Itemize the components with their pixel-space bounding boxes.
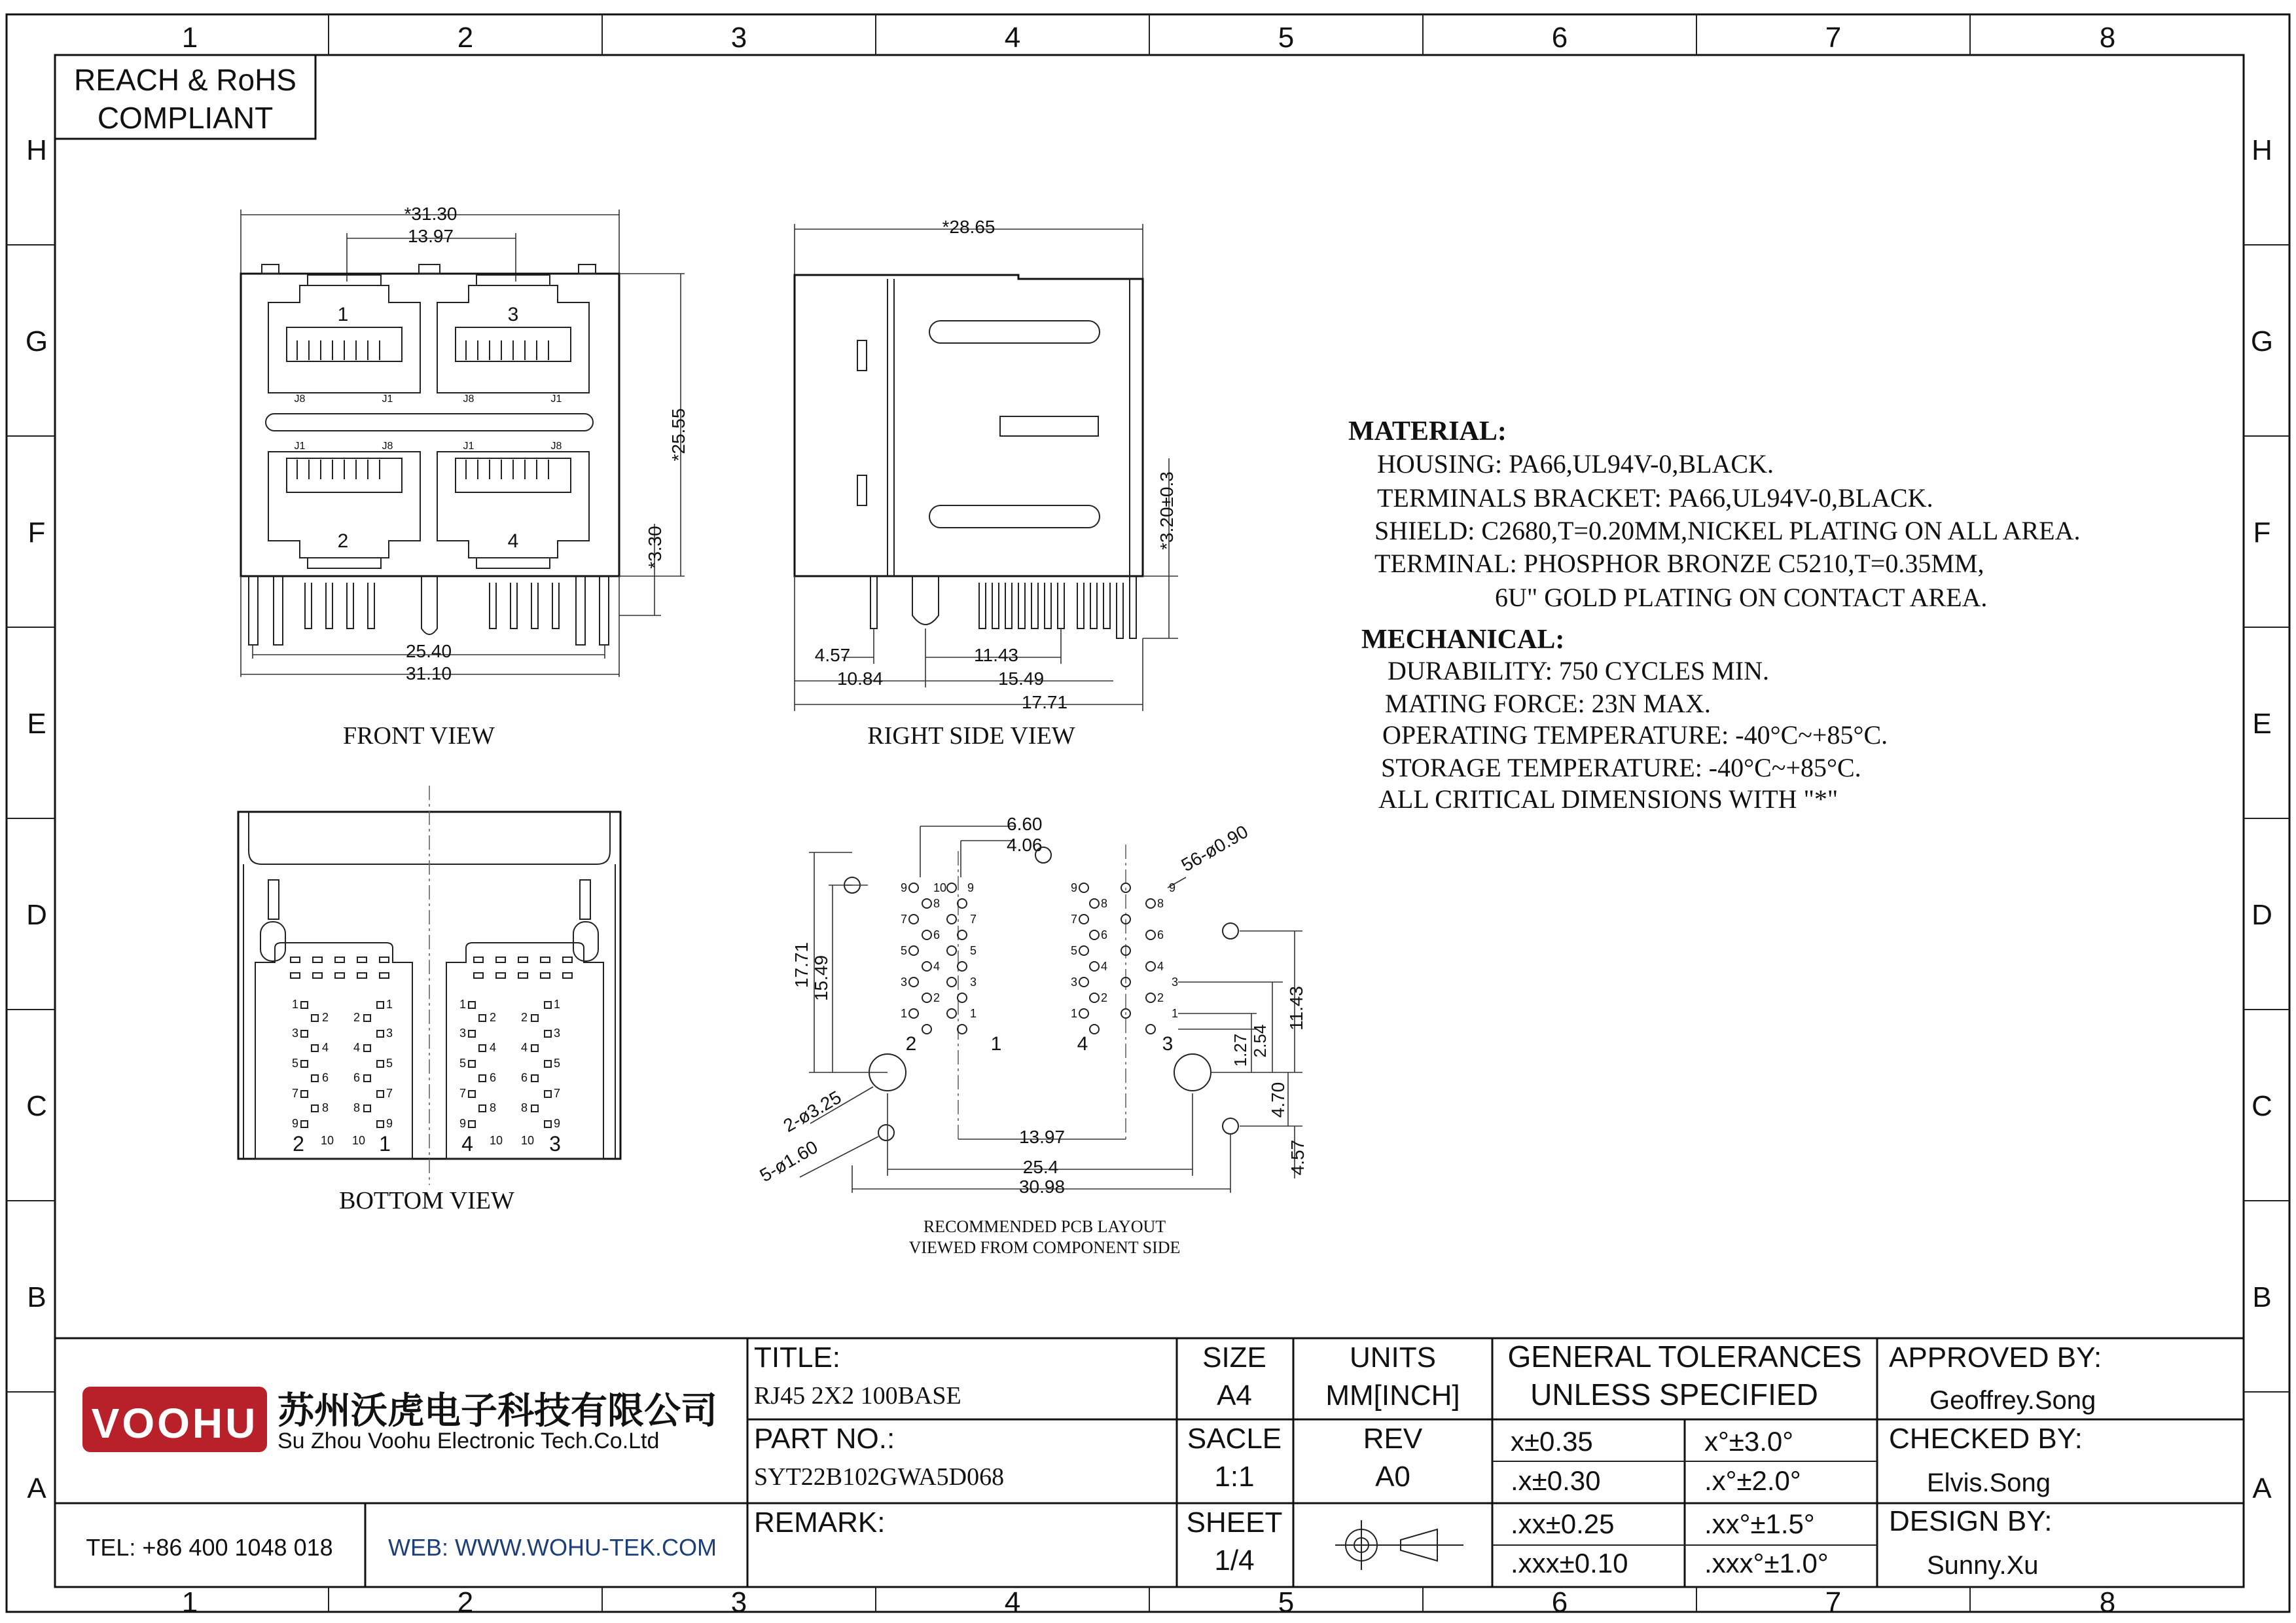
- pcb-pin-9b: 9: [967, 881, 975, 894]
- col-label-7: 7: [1825, 22, 1842, 54]
- front-dim-base-width: 31.10: [405, 663, 452, 684]
- tolerance-heading-1: GENERAL TOLERANCES: [1507, 1340, 1862, 1374]
- col-label-8: 8: [2099, 22, 2116, 54]
- col-label-2-bottom: 2: [457, 1586, 474, 1618]
- bottom-left-pin-7: 7: [292, 1087, 299, 1100]
- pcb-dim-top1: 6.60: [1007, 814, 1043, 834]
- bottom-view: [238, 786, 620, 1214]
- bottom-port-4: 4: [461, 1132, 473, 1156]
- bottom-right-pin-6b: 6: [521, 1071, 528, 1084]
- front-port-1: [268, 275, 420, 405]
- mechanical-line-3: OPERATING TEMPERATURE: -40°C~+85°C.: [1382, 720, 1888, 750]
- bottom-right-pin-6: 6: [490, 1071, 497, 1084]
- front-port-2-j8: J8: [382, 441, 393, 452]
- row-label-c: C: [26, 1090, 47, 1122]
- pcb-dim-v1: 17.71: [791, 941, 812, 989]
- side-view-label: RIGHT SIDE VIEW: [867, 722, 1075, 750]
- front-dim-pin-span: 25.40: [405, 641, 452, 661]
- checked-by-label: CHECKED BY:: [1889, 1423, 2083, 1455]
- scale-label: SACLE: [1187, 1423, 1282, 1455]
- rev-label: REV: [1363, 1423, 1423, 1455]
- material-line-4: TERMINAL: PHOSPHOR BRONZE C5210,T=0.35MM,: [1374, 549, 1984, 578]
- front-dim-overall-width: *31.30: [404, 204, 457, 224]
- third-angle-projection-icon: [1335, 1520, 1463, 1570]
- side-dim-pin-length: *3.20±0.3: [1157, 471, 1177, 550]
- front-view-label: FRONT VIEW: [343, 722, 495, 750]
- side-dim-d1: 4.57: [814, 645, 851, 665]
- row-label-f-right: F: [2253, 517, 2271, 549]
- pcb-dim-small-holes: 56-ø0.90: [1177, 821, 1252, 876]
- col-label-2: 2: [457, 22, 474, 54]
- material-line-2: TERMINALS BRACKET: PA66,UL94V-0,BLACK.: [1377, 483, 1933, 513]
- front-port-3: [437, 275, 589, 405]
- bottom-right-pin-7b: 7: [554, 1087, 561, 1100]
- title-value: RJ45 2X2 100BASE: [754, 1382, 961, 1410]
- material-line-3: SHIELD: C2680,T=0.20MM,NICKEL PLATING ON ALL AREA.: [1374, 516, 2081, 545]
- front-port-1-j1: J1: [382, 393, 393, 405]
- bottom-right-pin-8b: 8: [521, 1101, 528, 1114]
- col-label-6: 6: [1551, 22, 1568, 54]
- title-label: TITLE:: [754, 1341, 841, 1374]
- compliance-box: [55, 55, 315, 139]
- pcb-pin-2d: 2: [1157, 991, 1164, 1004]
- pcb-pin-6c: 6: [1101, 928, 1108, 941]
- remark-label: REMARK:: [754, 1506, 886, 1539]
- row-label-d-right: D: [2251, 899, 2272, 931]
- bottom-right-pin-2b: 2: [521, 1011, 528, 1024]
- col-label-4: 4: [1004, 22, 1021, 54]
- bottom-right-pin-1: 1: [459, 998, 467, 1011]
- mechanical-notes: [1361, 625, 1888, 814]
- bottom-left-pin-1: 1: [292, 998, 299, 1011]
- front-pins: [249, 576, 609, 645]
- compliance-line-1: REACH & RoHS: [74, 63, 296, 97]
- pcb-pin-9d: 9: [1169, 881, 1176, 894]
- pcb-dim-hole-med: 5-ø1.60: [756, 1137, 821, 1186]
- pcb-pin-2c: 2: [1101, 991, 1108, 1004]
- col-label-8-bottom: 8: [2099, 1586, 2116, 1618]
- row-label-e-right: E: [2252, 708, 2272, 740]
- bottom-port-block-left: [255, 943, 412, 1159]
- pcb-pin-6a: 6: [933, 928, 941, 941]
- side-dim-d2: 11.43: [974, 645, 1018, 665]
- front-port-4-j8: J8: [550, 441, 562, 452]
- row-label-g-right: G: [2250, 325, 2274, 357]
- bottom-left-pin-9b: 9: [386, 1117, 393, 1130]
- mechanical-line-2: MATING FORCE: 23N MAX.: [1385, 689, 1711, 718]
- bottom-right-pin-3b: 3: [554, 1027, 561, 1040]
- front-led-slot: [266, 414, 593, 431]
- pcb-col-4: 4: [1077, 1033, 1088, 1055]
- title-block: [55, 1338, 2244, 1587]
- pcb-pin-3d: 3: [1172, 976, 1179, 989]
- pcb-pin-6d: 6: [1157, 928, 1164, 941]
- bottom-left-pin-6b: 6: [353, 1071, 361, 1084]
- front-port-4: [437, 441, 589, 568]
- checked-by-value: Elvis.Song: [1927, 1468, 2051, 1497]
- pcb-pin-4c: 4: [1101, 960, 1108, 973]
- size-label: SIZE: [1202, 1341, 1266, 1374]
- bottom-right-pin-5: 5: [459, 1057, 467, 1070]
- mechanical-line-4: STORAGE TEMPERATURE: -40°C~+85°C.: [1381, 753, 1861, 782]
- bottom-left-pin-10: 10: [321, 1134, 334, 1147]
- pcb-pin-grid: [901, 881, 1178, 1034]
- side-dim-d4: 15.49: [997, 668, 1045, 689]
- col-label-5-bottom: 5: [1278, 1586, 1295, 1618]
- material-line-5: 6U" GOLD PLATING ON CONTACT AREA.: [1495, 583, 1988, 612]
- part-number-label: PART NO.:: [754, 1423, 895, 1455]
- pcb-pin-3a: 3: [901, 976, 908, 989]
- pcb-dim-r4: 4.70: [1268, 1082, 1288, 1118]
- part-number-value: SYT22B102GWA5D068: [754, 1463, 1005, 1491]
- bottom-right-pin-10: 10: [490, 1134, 503, 1147]
- bottom-left-pin-3b: 3: [386, 1027, 393, 1040]
- logo-text: VOOHU: [91, 1400, 259, 1447]
- pcb-col-2: 2: [905, 1033, 917, 1055]
- pcb-pin-4a: 4: [933, 960, 941, 973]
- pcb-col-1: 1: [990, 1033, 1002, 1055]
- design-by-label: DESIGN BY:: [1889, 1505, 2053, 1537]
- pcb-pin-10a: 10: [933, 881, 947, 894]
- bottom-view-label: BOTTOM VIEW: [339, 1187, 514, 1214]
- design-by-value: Sunny.Xu: [1927, 1551, 2039, 1580]
- col-label-3: 3: [730, 22, 747, 54]
- bottom-left-pin-7b: 7: [386, 1087, 393, 1100]
- pcb-dim-r3: 2.54: [1250, 1024, 1270, 1058]
- row-label-h-right: H: [2251, 134, 2272, 166]
- pcb-dim-top2: 4.06: [1007, 835, 1043, 855]
- rev-value: A0: [1375, 1461, 1410, 1493]
- side-dim-d5: 17.71: [1021, 692, 1068, 712]
- scale-value: 1:1: [1214, 1461, 1255, 1493]
- bottom-port-block-right: [446, 943, 603, 1159]
- pcb-dim-r5: 4.57: [1287, 1139, 1308, 1176]
- pcb-dim-h2: 25.4: [1022, 1157, 1059, 1177]
- material-heading: MATERIAL:: [1348, 416, 1507, 447]
- size-value: A4: [1217, 1379, 1252, 1412]
- bottom-right-pin-9: 9: [459, 1117, 467, 1130]
- bottom-port-2: 2: [293, 1132, 304, 1156]
- col-label-1: 1: [181, 22, 198, 54]
- front-view: [241, 204, 689, 750]
- bottom-left-pin-2: 2: [322, 1011, 329, 1024]
- row-label-b: B: [27, 1281, 46, 1313]
- bottom-left-pin-8: 8: [322, 1101, 329, 1114]
- row-label-a: A: [27, 1472, 46, 1504]
- pcb-pin-9a: 9: [901, 881, 908, 894]
- tolerance-row-4-angular: .xxx°±1.0°: [1704, 1548, 1829, 1578]
- pcb-pin-1c: 1: [1071, 1007, 1078, 1020]
- pcb-pin-7a: 7: [901, 913, 908, 926]
- bottom-left-pin-9: 9: [292, 1117, 299, 1130]
- row-label-a-right: A: [2252, 1472, 2272, 1504]
- bottom-left-pin-4: 4: [322, 1041, 329, 1054]
- col-label-1-bottom: 1: [181, 1586, 198, 1618]
- bottom-left-pin-2b: 2: [353, 1011, 361, 1024]
- tolerance-row-3-angular: .xx°±1.5°: [1704, 1508, 1815, 1539]
- bottom-right-pin-10b: 10: [521, 1134, 535, 1147]
- front-dim-height: *25.55: [668, 408, 689, 462]
- front-port-2: [268, 441, 420, 568]
- pcb-pin-1d: 1: [1172, 1007, 1179, 1020]
- pcb-pin-2a: 2: [933, 991, 941, 1004]
- front-port-1-number: 1: [337, 304, 349, 325]
- col-label-5: 5: [1278, 22, 1295, 54]
- grid-rows: [7, 134, 2289, 1504]
- grid-columns: [182, 14, 2115, 1618]
- material-notes: [1348, 416, 2080, 612]
- pcb-dim-hole-large: 2-ø3.25: [780, 1087, 845, 1137]
- bottom-left-pin-3: 3: [292, 1027, 299, 1040]
- row-label-h: H: [26, 134, 47, 166]
- material-line-1: HOUSING: PA66,UL94V-0,BLACK.: [1377, 449, 1774, 479]
- pcb-pin-4d: 4: [1157, 960, 1164, 973]
- pcb-pin-8a: 8: [933, 897, 941, 910]
- front-port-4-number: 4: [507, 530, 519, 552]
- bottom-left-pin-5b: 5: [386, 1057, 393, 1070]
- row-label-b-right: B: [2252, 1281, 2272, 1313]
- company-web: WEB: WWW.WOHU-TEK.COM: [388, 1534, 717, 1561]
- pcb-hole-med-2: [1035, 847, 1051, 863]
- front-dim-port-pitch: 13.97: [407, 226, 454, 246]
- row-label-e: E: [27, 708, 46, 740]
- pcb-pin-8d: 8: [1157, 897, 1164, 910]
- company-tel: TEL: +86 400 1048 018: [86, 1534, 333, 1561]
- pcb-dim-h3: 30.98: [1018, 1176, 1066, 1197]
- bottom-left-pin-1b: 1: [386, 998, 393, 1011]
- bottom-left-pin-6: 6: [322, 1071, 329, 1084]
- approved-by-value: Geoffrey.Song: [1929, 1386, 2096, 1415]
- col-label-6-bottom: 6: [1551, 1586, 1568, 1618]
- mechanical-line-5: ALL CRITICAL DIMENSIONS WITH "*": [1378, 784, 1839, 814]
- row-label-g: G: [25, 325, 48, 357]
- front-port-2-j1: J1: [294, 441, 306, 452]
- row-label-c-right: C: [2251, 1090, 2272, 1122]
- bottom-port-1: 1: [379, 1132, 391, 1156]
- side-pins: [870, 576, 1136, 638]
- pcb-pin-5a: 5: [901, 944, 908, 957]
- tolerance-row-3-linear: .xx±0.25: [1511, 1508, 1615, 1539]
- bottom-left-pin-5: 5: [292, 1057, 299, 1070]
- pcb-dim-v2: 15.49: [811, 955, 831, 1002]
- tolerance-row-4-linear: .xxx±0.10: [1511, 1548, 1628, 1578]
- bottom-left-pin-10b: 10: [352, 1134, 366, 1147]
- col-label-7-bottom: 7: [1825, 1586, 1842, 1618]
- pcb-pin-7c: 7: [1071, 913, 1078, 926]
- bottom-port-3: 3: [549, 1132, 561, 1156]
- bottom-left-pin-4b: 4: [353, 1041, 361, 1054]
- pcb-pin-7b: 7: [970, 913, 977, 926]
- tolerance-heading-2: UNLESS SPECIFIED: [1530, 1377, 1818, 1412]
- pcb-col-3: 3: [1162, 1033, 1174, 1055]
- front-body: [241, 274, 619, 576]
- front-port-2-number: 2: [337, 530, 349, 552]
- compliance-line-2: COMPLIANT: [97, 101, 274, 135]
- bottom-right-pin-2: 2: [490, 1011, 497, 1024]
- bottom-right-pin-1b: 1: [554, 998, 561, 1011]
- tolerance-row-2-linear: .x±0.30: [1511, 1465, 1601, 1496]
- front-dim-lower: *3.30: [645, 526, 665, 569]
- pcb-pin-3c: 3: [1071, 976, 1078, 989]
- front-port-3-j8: J8: [463, 393, 475, 405]
- company-name-en: Su Zhou Voohu Electronic Tech.Co.Ltd: [278, 1429, 660, 1453]
- pcb-layout: [757, 814, 1308, 1257]
- front-port-4-j1: J1: [463, 441, 475, 452]
- side-dim-d3: 10.84: [836, 668, 884, 689]
- pcb-layout-label-1: RECOMMENDED PCB LAYOUT: [923, 1217, 1166, 1236]
- row-label-d: D: [26, 899, 47, 931]
- pcb-hole-med-3: [1223, 923, 1238, 939]
- tolerance-row-1-angular: x°±3.0°: [1704, 1426, 1794, 1457]
- tolerance-row-2-angular: .x°±2.0°: [1704, 1465, 1801, 1496]
- company-name-cn: 苏州沃虎电子科技有限公司: [278, 1390, 717, 1431]
- col-label-3-bottom: 3: [730, 1586, 747, 1618]
- col-label-4-bottom: 4: [1004, 1586, 1021, 1618]
- pcb-hole-large-right: [1174, 1054, 1211, 1091]
- pcb-dim-r1: 11.43: [1286, 986, 1306, 1030]
- company-logo: [82, 1387, 267, 1452]
- pcb-pin-5b: 5: [970, 944, 977, 957]
- bottom-right-pin-5b: 5: [554, 1057, 561, 1070]
- bottom-right-pin-9b: 9: [554, 1117, 561, 1130]
- sheet-label: SHEET: [1186, 1506, 1283, 1539]
- row-label-f: F: [27, 517, 46, 549]
- bottom-right-pin-3: 3: [459, 1027, 467, 1040]
- bottom-right-pin-7: 7: [459, 1087, 467, 1100]
- bottom-right-pin-8: 8: [490, 1101, 497, 1114]
- mechanical-heading: MECHANICAL:: [1361, 625, 1565, 655]
- tolerance-row-1-linear: x±0.35: [1511, 1426, 1593, 1457]
- pcb-pin-5c: 5: [1071, 944, 1078, 957]
- pcb-layout-label-2: VIEWED FROM COMPONENT SIDE: [908, 1238, 1181, 1257]
- front-port-3-number: 3: [507, 304, 519, 325]
- front-port-3-j1: J1: [550, 393, 562, 405]
- pcb-pin-8c: 8: [1101, 897, 1108, 910]
- pcb-pin-1b: 1: [970, 1007, 977, 1020]
- pcb-hole-med-5: [878, 1125, 894, 1140]
- pcb-hole-med-4: [1223, 1118, 1238, 1134]
- side-dim-depth: *28.65: [942, 217, 996, 237]
- mechanical-line-1: DURABILITY: 750 CYCLES MIN.: [1388, 656, 1769, 685]
- units-value: MM[INCH]: [1325, 1379, 1460, 1412]
- approved-by-label: APPROVED BY:: [1889, 1341, 2102, 1374]
- pcb-dim-h1: 13.97: [1018, 1127, 1066, 1147]
- pcb-dim-r2: 1.27: [1230, 1033, 1250, 1067]
- right-side-view: [795, 217, 1178, 750]
- front-port-1-j8: J8: [294, 393, 306, 405]
- pcb-pin-1a: 1: [901, 1007, 908, 1020]
- bottom-right-pin-4: 4: [490, 1041, 497, 1054]
- pcb-pin-9c: 9: [1071, 881, 1078, 894]
- bottom-left-pin-8b: 8: [353, 1101, 361, 1114]
- bottom-right-pin-4b: 4: [521, 1041, 528, 1054]
- pcb-pin-3b: 3: [970, 976, 977, 989]
- units-label: UNITS: [1350, 1341, 1436, 1374]
- sheet-value: 1/4: [1214, 1544, 1255, 1577]
